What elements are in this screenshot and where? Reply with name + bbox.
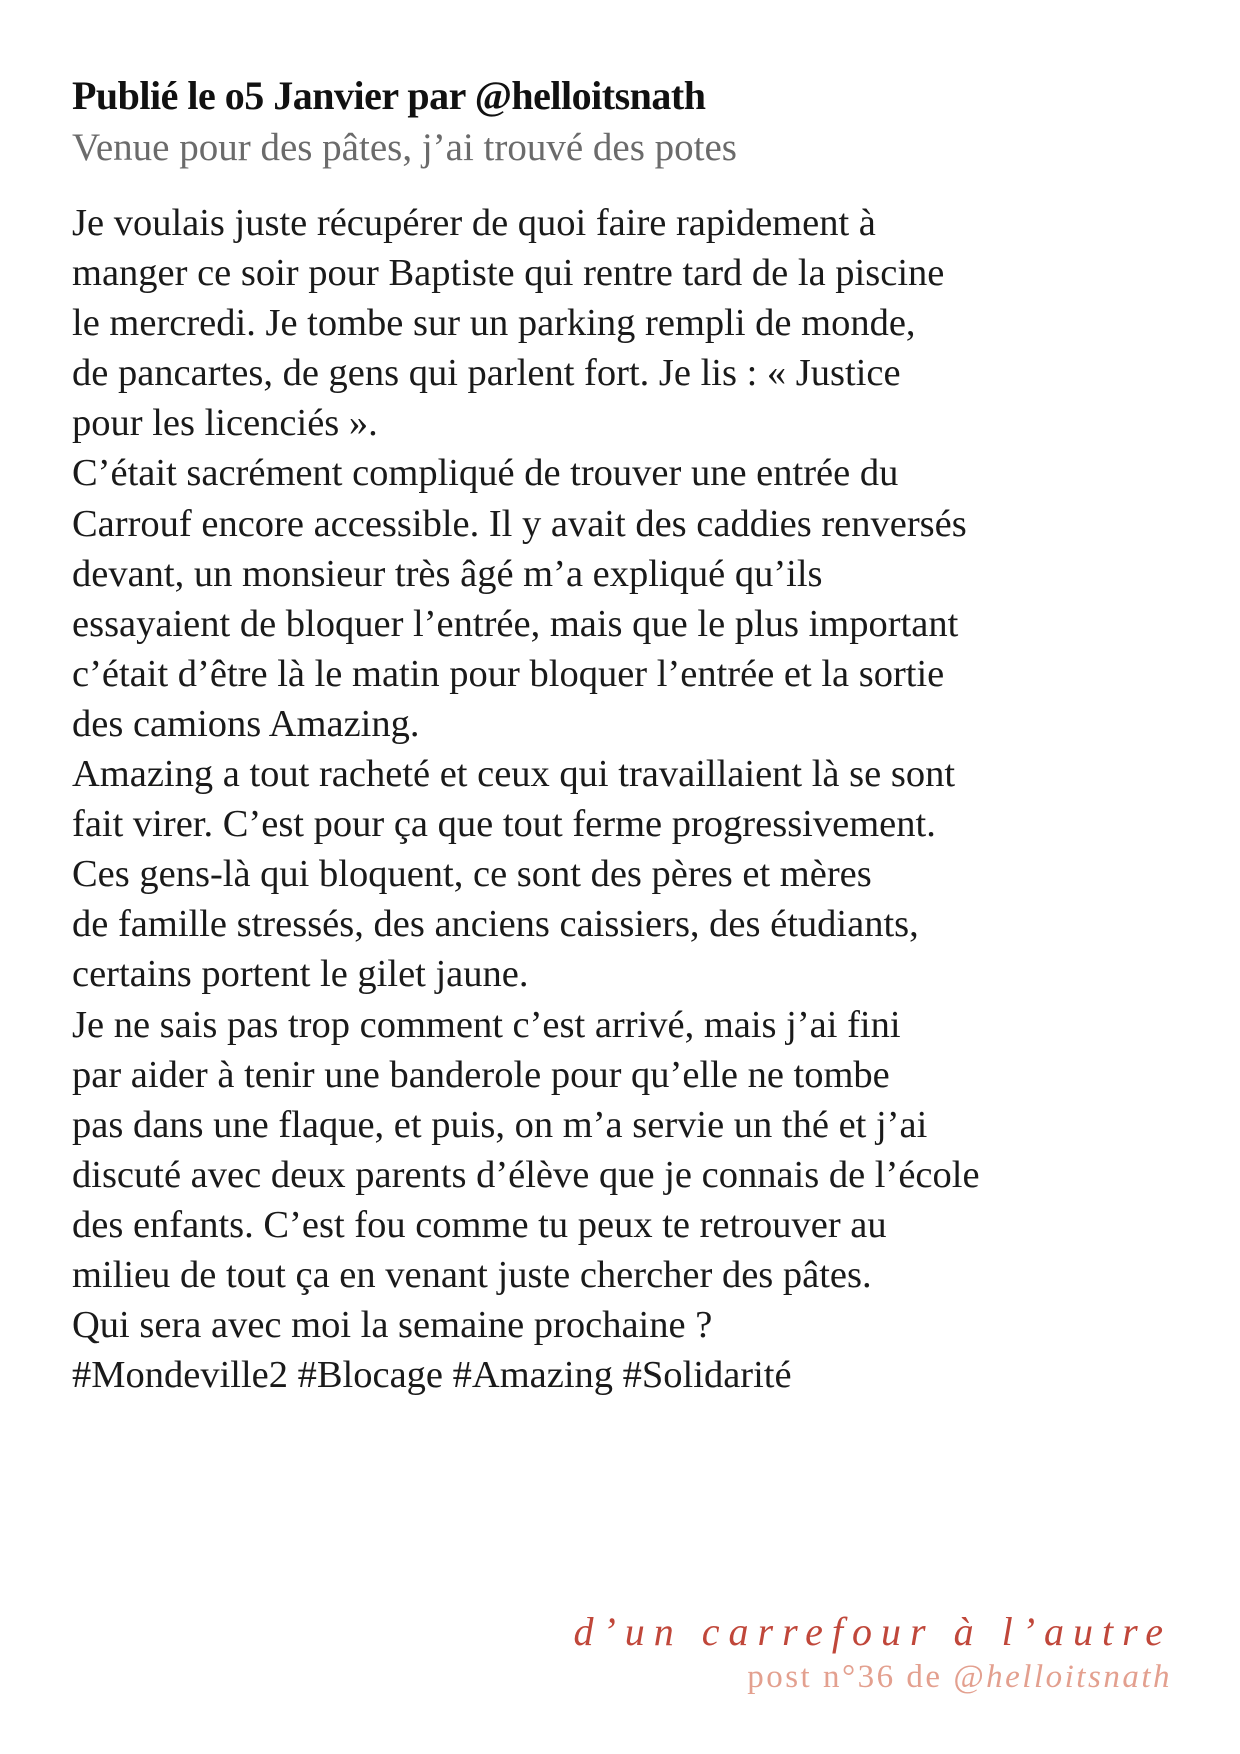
body-line: fait virer. C’est pour ça que tout ferme progressivement. xyxy=(72,803,936,846)
body-line: le mercredi. Je tombe sur un parking rempli de monde, xyxy=(72,302,916,345)
post-number xyxy=(747,1658,1172,1696)
author-handle: @helloitsnath xyxy=(953,1659,1172,1695)
body-line: de pancartes, de gens qui parlent fort. Je lis : « Justice xyxy=(72,352,901,395)
post-subtitle: Venue pour des pâtes, j’ai trouvé des potes xyxy=(72,126,737,169)
body-line: pour les licenciés ». xyxy=(72,402,378,445)
body-line: discuté avec deux parents d’élève que je connais de l’école xyxy=(72,1153,980,1196)
body-line: Je ne sais pas trop comment c’est arrivé, mais j’ai fini xyxy=(72,1003,901,1046)
body-line: Carrouf encore accessible. Il y avait des caddies renversés xyxy=(72,502,967,545)
body-line: pas dans une flaque, et puis, on m’a servie un thé et j’ai xyxy=(72,1103,928,1146)
post-title: Publié le o5 Janvier par @helloitsnath xyxy=(72,73,706,118)
body-line: Je voulais juste récupérer de quoi faire rapidement à xyxy=(72,202,876,244)
body-line: devant, un monsieur très âgé m’a expliqué qu’ils xyxy=(72,552,823,595)
hashtags-line: #Mondeville2 #Blocage #Amazing #Solidarité xyxy=(72,1354,792,1397)
body-line: manger ce soir pour Baptiste qui rentre tard de la piscine xyxy=(72,252,945,295)
body-line: de famille stressés, des anciens caissiers, des étudiants, xyxy=(72,903,919,946)
body-line: par aider à tenir une banderole pour qu’elle ne tombe xyxy=(72,1053,890,1096)
body-line: Amazing a tout racheté et ceux qui travaillaient là se sont xyxy=(72,753,956,796)
body-line: c’était d’être là le matin pour bloquer l’entrée et la sortie xyxy=(72,652,945,695)
body-line: C’était sacrément compliqué de trouver une entrée du xyxy=(72,452,899,495)
series-title: d’un carrefour à l’autre xyxy=(573,1609,1172,1654)
post-number-prefix: post n°36 de xyxy=(747,1659,954,1695)
body-line: des enfants. C’est fou comme tu peux te retrouver au xyxy=(72,1203,887,1246)
body-line: Ces gens-là qui bloquent, ce sont des pères et mères xyxy=(72,853,872,896)
body-line: Qui sera avec moi la semaine prochaine ? xyxy=(72,1304,713,1347)
body-line: certains portent le gilet jaune. xyxy=(72,953,529,996)
post-body xyxy=(72,198,1172,1400)
body-line: des camions Amazing. xyxy=(72,702,420,745)
body-line: essayaient de bloquer l’entrée, mais que le plus important xyxy=(72,602,959,645)
body-line: milieu de tout ça en venant juste chercher des pâtes. xyxy=(72,1253,872,1296)
